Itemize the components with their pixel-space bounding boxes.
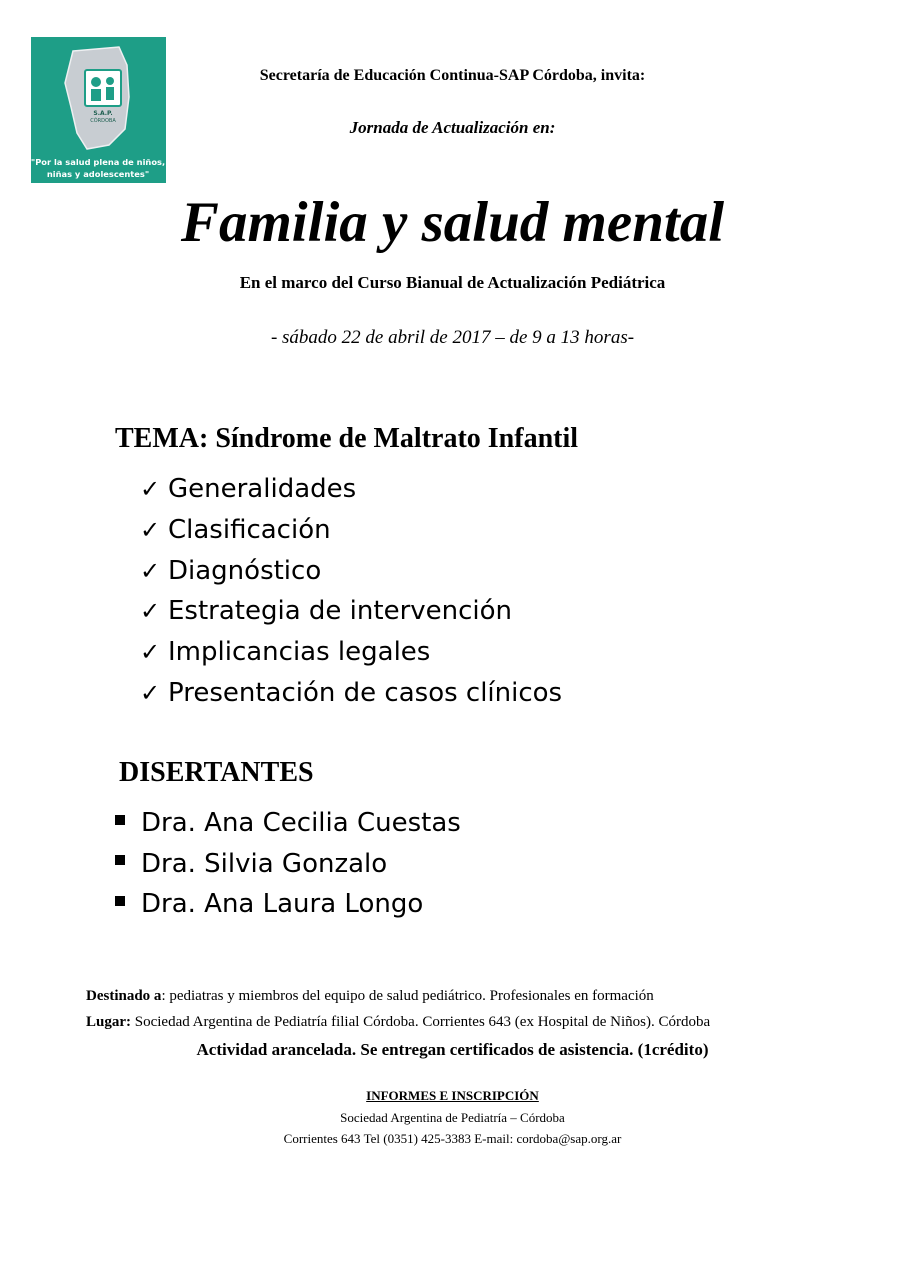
- logo-name: S.A.P.: [93, 110, 113, 117]
- page-title: Familia y salud mental: [180, 191, 725, 254]
- contact-heading: INFORMES E INSCRIPCIÓN: [366, 1088, 539, 1103]
- list-item-label: Estrategia de intervención: [168, 596, 513, 627]
- check-icon: ✓: [140, 556, 161, 585]
- list-item: [140, 632, 562, 673]
- logo-tagline-1: "Por la salud plena de niños,: [31, 157, 166, 167]
- check-icon: ✓: [140, 475, 161, 503]
- venue-text: Sociedad Argentina de Pediatría filial Córdoba. Corrientes 643 (ex Hospital de Niños). Córdoba: [131, 1014, 711, 1030]
- square-bullet-icon: [115, 815, 125, 825]
- list-item-label: Implicancias legales: [168, 637, 431, 668]
- contact-details: Corrientes 643 Tel (0351) 425-3383 E-mail: cordoba@sap.org.ar: [283, 1131, 622, 1146]
- speaker-name: Dra. Ana Cecilia Cuestas: [141, 808, 461, 838]
- fee-note: Actividad arancelada. Se entregan certificados de asistencia. (1crédito): [196, 1040, 709, 1059]
- check-icon: ✓: [140, 597, 161, 626]
- sap-cordoba-logo: [31, 37, 166, 183]
- event-type-line: Jornada de Actualización en:: [349, 118, 556, 137]
- list-item-label: Presentación de casos clínicos: [168, 677, 563, 708]
- contact-org: Sociedad Argentina de Pediatría – Córdoba: [340, 1110, 565, 1125]
- speaker-name: Dra. Ana Laura Longo: [141, 889, 424, 919]
- tema-list: [140, 469, 562, 714]
- square-bullet-icon: [115, 896, 125, 906]
- check-icon: ✓: [140, 638, 161, 667]
- tema-heading: TEMA: Síndrome de Maltrato Infantil: [115, 423, 579, 454]
- audience-line: [86, 988, 654, 1005]
- list-item-label: Diagnóstico: [168, 555, 322, 586]
- event-date: - sábado 22 de abril de 2017 – de 9 a 13 horas-: [270, 327, 635, 348]
- list-item: [140, 551, 562, 592]
- page-subtitle: En el marco del Curso Bianual de Actualización Pediátrica: [239, 273, 666, 292]
- logo-city: CÓRDOBA: [90, 118, 116, 124]
- list-item-label: Generalidades: [168, 474, 357, 504]
- speakers-list: [115, 803, 461, 925]
- organizer-line: Secretaría de Educación Continua-SAP Córdoba, invita:: [259, 67, 646, 84]
- audience-text: : pediatras y miembros del equipo de salud pediátrico. Profesionales en formación: [161, 988, 654, 1004]
- audience-label: Destinado a: [86, 988, 162, 1004]
- square-bullet-icon: [115, 855, 125, 865]
- list-item-label: Clasificación: [168, 514, 331, 545]
- list-item: [115, 884, 461, 925]
- check-icon: ✓: [140, 515, 161, 544]
- list-item: [140, 591, 562, 632]
- disertantes-heading: DISERTANTES: [119, 757, 314, 788]
- check-icon: ✓: [140, 678, 161, 707]
- logo-tagline-2: niñas y adolescentes": [46, 169, 150, 179]
- list-item: [140, 469, 562, 510]
- venue-label: Lugar:: [86, 1014, 131, 1030]
- list-item: [140, 510, 562, 551]
- venue-line: [86, 1014, 710, 1031]
- speaker-name: Dra. Silvia Gonzalo: [141, 848, 388, 879]
- list-item: [115, 803, 461, 844]
- list-item: [140, 673, 562, 714]
- list-item: [115, 844, 461, 885]
- logo-graphic: [31, 37, 166, 183]
- family-emblem-icon: [85, 70, 121, 106]
